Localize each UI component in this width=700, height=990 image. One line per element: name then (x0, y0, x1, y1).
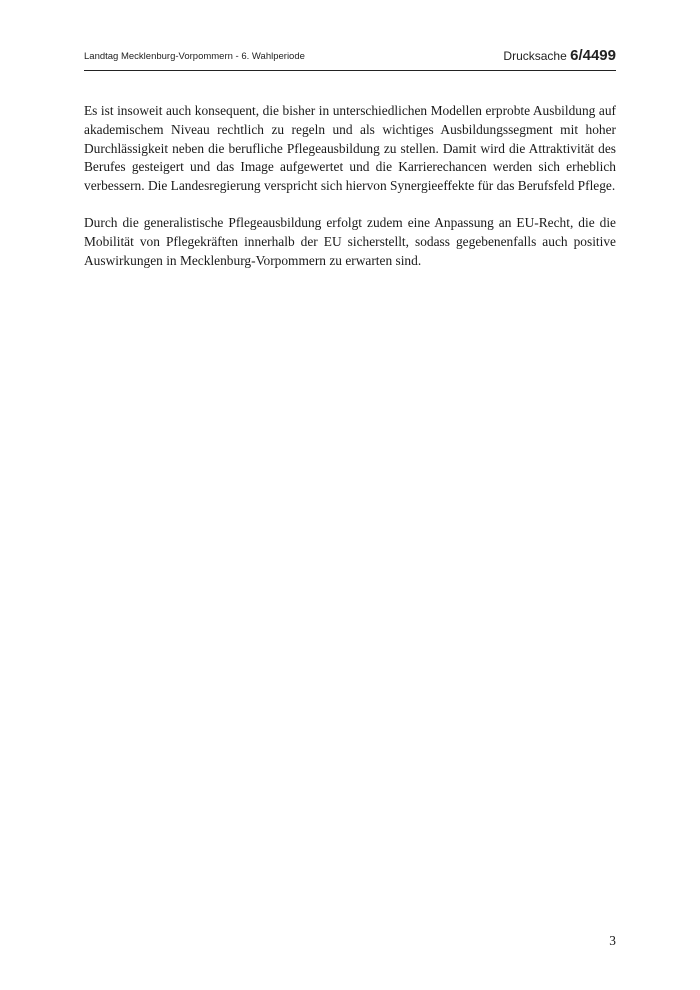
header-parliament-title: Landtag Mecklenburg-Vorpommern - 6. Wahlperiode (84, 51, 305, 62)
page-number: 3 (609, 933, 616, 948)
paragraph-2: Durch die generalistische Pflegeausbildung erfolgt zudem eine Anpassung an EU-Recht, die die Mobilität von Pflegekräften innerhalb der EU sicherstellt, sodass gegebenenfalls auch positive Auswirkungen in Mecklenburg-Vorpommern zu erwarten sind. (84, 214, 616, 268)
document-label: Drucksache (503, 49, 567, 63)
page-header (84, 42, 616, 71)
header-document-reference (503, 47, 616, 64)
document-number: 6/4499 (570, 47, 616, 64)
body-text (84, 102, 616, 288)
paragraph-1: Es ist insoweit auch konsequent, die bisher in unterschiedlichen Modellen erprobte Ausbildung auf akademischem Niveau rechtlich zu regeln und als wichtiges Ausbildungssegment mit hoher Durchlässigkeit neben die berufliche Pflegeausbildung zu stellen. Damit wird die Attraktivität des Berufes gesteigert und das Image aufgewertet und die Karrierechancen werden sich erheblich verbessern. Die Landesregierung verspricht sich hiervon Synergieeffekte für das Berufsfeld Pflege. (84, 103, 616, 194)
